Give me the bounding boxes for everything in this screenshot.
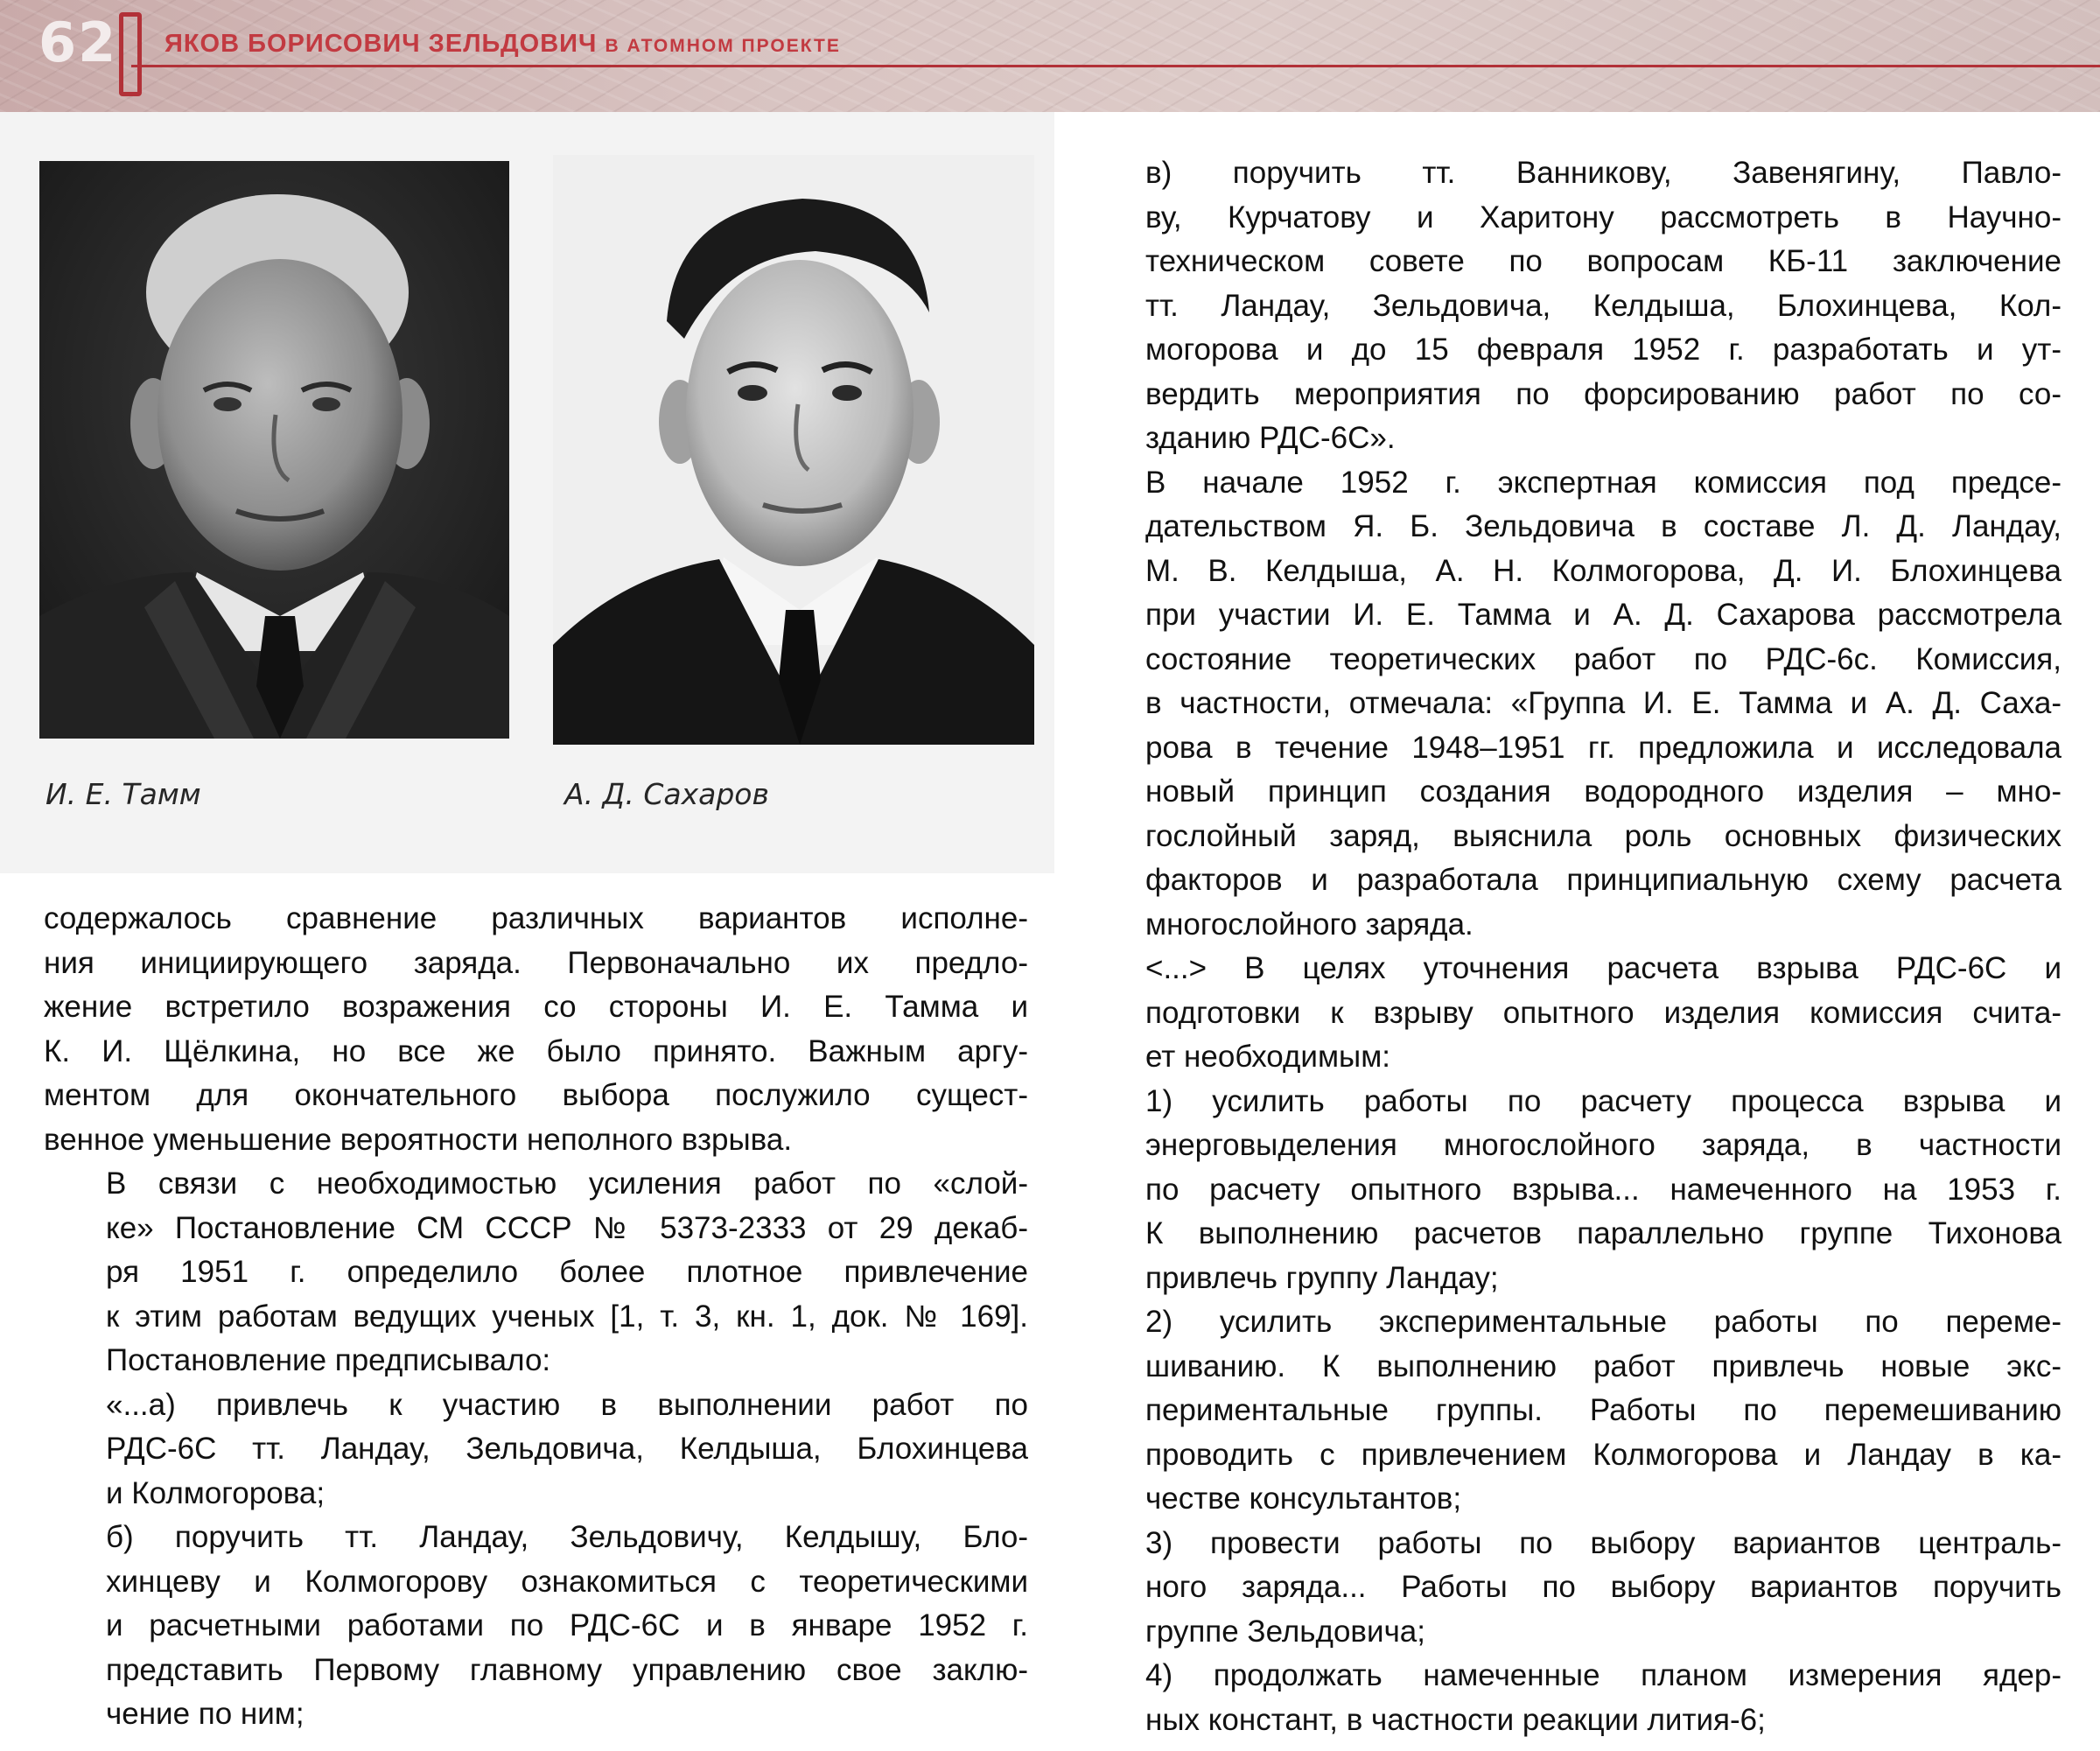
text-line: М. В. Келдыша, А. Н. Колмогорова, Д. И. Блохинцева xyxy=(1145,553,2062,588)
paragraph xyxy=(1083,1522,2062,1655)
paragraph xyxy=(44,1383,1028,1516)
running-title-tail: В АТОМНОМ ПРОЕКТЕ xyxy=(605,36,841,56)
text-line: ния инициирующего заряда. Первоначально их предло- xyxy=(44,945,1028,980)
portrait-photo-sakharov xyxy=(553,155,1034,745)
portrait-sakharov-image xyxy=(553,155,1034,745)
header-rule xyxy=(131,65,2100,67)
text-line: ных констант, в частности реакции лития-6; xyxy=(1145,1702,1766,1737)
text-line: 1) усилить работы по расчету процесса взрыва и xyxy=(1145,1083,2062,1118)
text-line: периментальные группы. Работы по перемешиванию xyxy=(1145,1393,2062,1427)
paragraph xyxy=(1083,947,2062,1080)
text-line: венное уменьшение вероятности неполного взрыва. xyxy=(44,1122,793,1157)
paragraph xyxy=(1083,1654,2062,1742)
text-line: «...а) привлечь к участию в выполнении работ по xyxy=(106,1387,1028,1422)
text-line: проводить с привлечением Колмогорова и Ландау в ка- xyxy=(1145,1437,2062,1472)
text-line: факторов и разработала принципиальную схему расчета xyxy=(1145,863,2062,897)
text-line: привлечь группу Ландау; xyxy=(1145,1260,1499,1295)
running-title xyxy=(164,30,841,59)
text-line: по расчету опытного взрыва... намеченного на 1953 г. xyxy=(1145,1172,2062,1207)
paragraph xyxy=(1083,461,2062,948)
header-marker-icon xyxy=(119,12,142,96)
text-line: могорова и до 15 февраля 1952 г. разработать и ут- xyxy=(1145,333,2062,367)
portrait-tamm-image xyxy=(39,161,509,739)
text-line: 3) провести работы по выбору вариантов централь- xyxy=(1145,1525,2062,1560)
paragraph xyxy=(1083,151,2062,461)
text-line: представить Первому главному управлению свое заклю- xyxy=(106,1652,1028,1687)
text-line: хинцеву и Колмогорову ознакомиться с теоретическими xyxy=(106,1564,1028,1599)
running-header xyxy=(0,0,2100,112)
text-line: <...> В целях уточнения расчета взрыва РДС-6С и xyxy=(1145,951,2062,985)
text-line: ря 1951 г. определило более плотное привлечение xyxy=(106,1255,1028,1289)
text-column-left xyxy=(44,897,1028,1737)
text-line: дательством Я. Б. Зельдовича в составе Л. Д. Ландау, xyxy=(1145,509,2062,543)
text-line: новый принцип создания водородного изделия – мно- xyxy=(1145,774,2062,809)
text-line: 2) усилить экспериментальные работы по переме- xyxy=(1145,1305,2062,1339)
text-line: многослойного заряда. xyxy=(1145,907,1474,942)
page-number: 62 xyxy=(38,11,118,74)
text-line: и расчетными работами по РДС-6С и в январе 1952 г. xyxy=(106,1608,1028,1642)
text-line: честве консультантов; xyxy=(1145,1481,1462,1516)
text-line: В связи с необходимостью усиления работ по «слой- xyxy=(106,1166,1028,1201)
paragraph xyxy=(44,1162,1028,1383)
text-column-right xyxy=(1083,151,2062,1742)
text-line: подготовки к взрыву опытного изделия комиссия счита- xyxy=(1145,995,2062,1030)
text-line: В начале 1952 г. экспертная комиссия под предсе- xyxy=(1145,465,2062,500)
text-line: состояние теоретических работ по РДС-6с. Комиссия, xyxy=(1145,641,2062,676)
figure-caption-sakharov: А. Д. Сахаров xyxy=(564,777,769,811)
text-line: к этим работам ведущих ученых [1, т. 3, кн. 1, док. № 169]. xyxy=(106,1299,1028,1334)
text-line: 4) продолжать намеченные планом измерения ядер- xyxy=(1145,1658,2062,1692)
portrait-photo-tamm xyxy=(39,161,509,739)
text-line: ет необходимым: xyxy=(1145,1040,1390,1074)
text-line: тт. Ландау, Зельдовича, Келдыша, Блохинцева, Кол- xyxy=(1145,288,2062,323)
text-line: чение по ним; xyxy=(106,1697,304,1731)
paragraph xyxy=(1083,1300,2062,1522)
text-line: группе Зельдовича; xyxy=(1145,1614,1425,1649)
text-line: шиванию. К выполнению работ привлечь новые экс- xyxy=(1145,1348,2062,1383)
text-line: зданию РДС-6С». xyxy=(1145,421,1396,455)
text-line: ного заряда... Работы по выбору вариантов поручить xyxy=(1145,1570,2062,1604)
text-line: в) поручить тт. Ванникову, Завенягину, Павло- xyxy=(1145,156,2062,190)
text-line: ментом для окончательного выбора послужило сущест- xyxy=(44,1078,1028,1112)
text-line: рова в течение 1948–1951 гг. предложила и исследовала xyxy=(1145,730,2062,765)
text-line: гослойный заряд, выяснила роль основных физических xyxy=(1145,818,2062,853)
text-line: ву, Курчатову и Харитону рассмотреть в Научно- xyxy=(1145,200,2062,235)
text-line: при участии И. Е. Тамма и А. Д. Сахарова рассмотрела xyxy=(1145,598,2062,632)
text-line: жение встретило возражения со стороны И. Е. Тамма и xyxy=(44,990,1028,1024)
figure-caption-tamm: И. Е. Тамм xyxy=(46,777,201,811)
text-line: энерговыделения многослойного заряда, в частности xyxy=(1145,1128,2062,1162)
text-line: К выполнению расчетов параллельно группе Тихонова xyxy=(1145,1216,2062,1250)
text-line: ке» Постановление СМ СССР № 5373-2333 от 29 декаб- xyxy=(106,1210,1028,1245)
paragraph xyxy=(44,897,1028,1162)
text-line: К. И. Щёлкина, но все же было принято. Важным аргу- xyxy=(44,1033,1028,1068)
text-line: Постановление предписывало: xyxy=(106,1343,551,1377)
text-line: в частности, отмечала: «Группа И. Е. Тамма и А. Д. Саха- xyxy=(1145,686,2062,720)
text-line: вердить мероприятия по форсированию работ по со- xyxy=(1145,376,2062,411)
text-line: и Колмогорова; xyxy=(106,1475,326,1510)
text-line: б) поручить тт. Ландау, Зельдовичу, Келдышу, Бло- xyxy=(106,1520,1028,1554)
text-line: техническом совете по вопросам КБ-11 заключение xyxy=(1145,244,2062,278)
running-title-main: ЯКОВ БОРИСОВИЧ ЗЕЛЬДОВИЧ xyxy=(164,30,598,58)
paragraph xyxy=(1083,1080,2062,1301)
text-line: содержалось сравнение различных вариантов исполне- xyxy=(44,901,1028,935)
paragraph xyxy=(44,1516,1028,1737)
text-line: РДС-6С тт. Ландау, Зельдовича, Келдыша, Блохинцева xyxy=(106,1432,1028,1466)
